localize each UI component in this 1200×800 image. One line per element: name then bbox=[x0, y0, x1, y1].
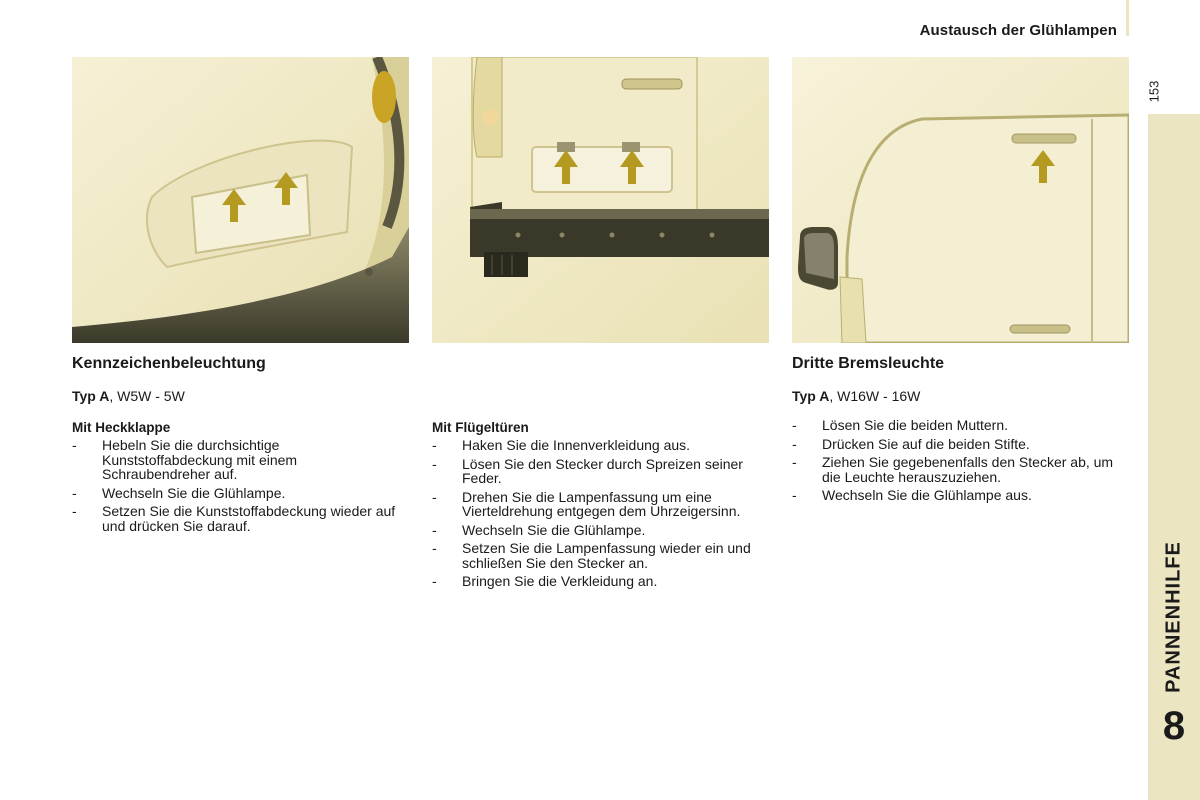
list-marker: - bbox=[432, 521, 437, 538]
lamp-type-value: , W16W - 16W bbox=[829, 388, 921, 404]
list-item bbox=[792, 418, 1122, 433]
list-marker: - bbox=[72, 484, 77, 501]
list-item-text: Setzen Sie die Lampenfassung wieder ein und schließen Sie den Stecker an. bbox=[462, 540, 751, 571]
list-item-text: Drehen Sie die Lampenfassung um eine Vierteldrehung entgegen dem Uhrzeigersinn. bbox=[462, 488, 741, 519]
list-item-text: Hebeln Sie die durchsichtige Kunststoffabdeckung mit einem Schraubendreher auf. bbox=[102, 437, 298, 482]
section-title: Dritte Bremsleuchte bbox=[792, 355, 945, 372]
lamp-type-value: , W5W - 5W bbox=[109, 388, 185, 404]
list-item bbox=[432, 490, 762, 519]
list-marker: - bbox=[432, 540, 437, 556]
header-divider bbox=[1126, 0, 1129, 36]
list-item-text: Ziehen Sie gegebenenfalls den Stecker ab, um die Leuchte herauszuziehen. bbox=[822, 454, 1114, 485]
section-title: Kennzeichenbeleuchtung bbox=[72, 355, 266, 372]
lamp-type-line bbox=[72, 388, 402, 406]
section-title-spacer bbox=[432, 355, 762, 375]
list-item bbox=[432, 574, 762, 589]
list-item-text: Bringen Sie die Verkleidung an. bbox=[462, 573, 658, 589]
lamp-type-line bbox=[792, 388, 1122, 406]
instruction-list bbox=[72, 438, 402, 533]
chapter-number: 8 bbox=[1162, 704, 1186, 748]
list-marker: - bbox=[792, 417, 797, 433]
list-item-text: Lösen Sie den Stecker durch Spreizen seiner Feder. bbox=[462, 455, 743, 486]
instruction-list bbox=[432, 438, 762, 589]
chapter-tab-label: PANNENHILFE bbox=[1162, 541, 1185, 693]
list-item bbox=[432, 541, 762, 570]
figure-third-brake-light bbox=[792, 57, 1129, 343]
chapter-side-tab bbox=[1148, 114, 1200, 800]
list-marker: - bbox=[432, 455, 437, 472]
column-wing-doors bbox=[432, 350, 762, 593]
list-item-text: Setzen Sie die Kunststoffabdeckung wieder auf und drücken Sie darauf. bbox=[102, 503, 396, 534]
instruction-list bbox=[792, 418, 1122, 503]
list-item bbox=[432, 523, 762, 538]
list-marker: - bbox=[72, 503, 77, 519]
subsection-title: Mit Heckklappe bbox=[72, 420, 171, 435]
page-number: 153 bbox=[1146, 80, 1162, 103]
list-item bbox=[72, 438, 402, 482]
list-marker: - bbox=[432, 488, 437, 505]
list-item-text: Wechseln Sie die Glühlampe. bbox=[102, 484, 286, 501]
list-item bbox=[792, 488, 1122, 503]
list-item bbox=[72, 504, 402, 533]
column-licence-plate-lighting bbox=[72, 350, 402, 537]
list-item-text: Drücken Sie auf die beiden Stifte. bbox=[822, 435, 1030, 452]
list-marker: - bbox=[792, 435, 797, 452]
list-marker: - bbox=[432, 573, 437, 589]
list-item-text: Wechseln Sie die Glühlampe aus. bbox=[822, 487, 1032, 503]
list-item bbox=[432, 438, 762, 453]
column-third-brake-light bbox=[792, 350, 1122, 507]
subsection-title: Mit Flügeltüren bbox=[432, 420, 529, 435]
list-marker: - bbox=[72, 437, 77, 453]
list-marker: - bbox=[792, 487, 797, 503]
list-item-text: Haken Sie die Innenverkleidung aus. bbox=[462, 437, 691, 453]
list-item bbox=[792, 455, 1122, 484]
lamp-type-label: Typ A bbox=[72, 388, 110, 404]
list-marker: - bbox=[792, 454, 797, 470]
list-marker: - bbox=[432, 437, 437, 453]
list-item bbox=[432, 457, 762, 486]
list-item bbox=[72, 486, 402, 501]
page-header-title: Austausch der Glühlampen bbox=[919, 22, 1117, 39]
lamp-type-line-spacer bbox=[432, 388, 762, 406]
lamp-type-label: Typ A bbox=[792, 388, 830, 404]
list-item bbox=[792, 437, 1122, 452]
list-item-text: Lösen Sie die beiden Muttern. bbox=[822, 417, 1009, 433]
figure-licence-plate-lamp-tailgate bbox=[72, 57, 409, 343]
figure-licence-plate-lamp-wing-doors bbox=[432, 57, 769, 343]
list-item-text: Wechseln Sie die Glühlampe. bbox=[462, 521, 646, 538]
